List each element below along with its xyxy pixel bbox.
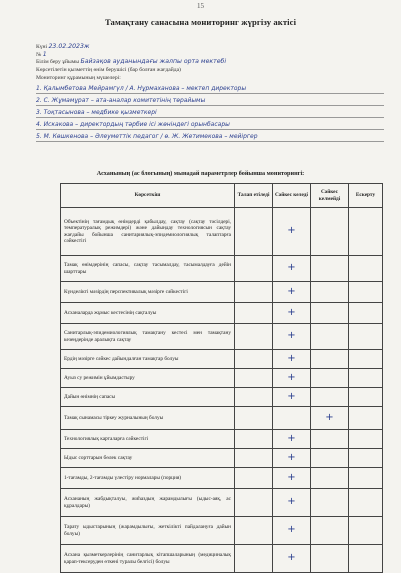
table-row [61,430,383,449]
not-complies-mark [311,369,349,388]
note-cell [349,256,383,282]
not-complies-mark [311,324,349,350]
not-complies-mark [311,282,349,303]
note-cell [349,303,383,324]
note-cell [349,369,383,388]
complies-mark: + [273,369,311,388]
table-row [61,282,383,303]
school-value: Байзақов ауданындағы жалпы орта мектебі [80,58,227,65]
number-label: № [36,52,42,58]
commission-member: 3. Тоқтасынова – медбике қызметкері [36,109,384,118]
service-provider-line [36,67,181,74]
table-row [61,256,383,282]
criterion-cell: Асхана қызметкерлерінің санитарлық кітапшаларының (медициналық қарап-тексеруден өткені туралы белгісі) болуы [61,545,235,573]
required-cell [235,468,273,489]
note-cell [349,324,383,350]
number-value: 1 [42,51,47,58]
commission-member: 2. С. Жұмамұрат – ата-аналар комитетінің төрайымы [36,97,384,106]
table-row [61,407,383,430]
required-cell [235,388,273,407]
page-title: Тамақтану санасына мониторинг жүргізу актісі [104,17,297,27]
table-row [61,468,383,489]
commission-member: 1. Қалымбетова Мейрамгүл / А. Нұрмаханова – мектеп директоры [36,85,384,94]
not-complies-mark [311,468,349,489]
note-cell [349,517,383,545]
column-header-complies: Сәйкес келеді [273,184,311,208]
complies-mark: + [273,430,311,449]
criterion-cell: Дайын өнімнің сапасы [61,388,235,407]
table-row [61,545,383,573]
not-complies-mark [311,430,349,449]
complies-mark: + [273,303,311,324]
criterion-cell: Санитарлық-эпидемиологиялық тамақтану кестесі мен тамақтану кезеңдерінде аралықта сақтау [61,324,235,350]
column-header-required: Талап етіледі [235,184,273,208]
required-cell [235,208,273,256]
required-cell [235,350,273,369]
criterion-cell: Асханаларда жұмыс кестесінің сақталуы [61,303,235,324]
table-row [61,303,383,324]
criterion-cell: Асхананың жабдықталуы, жиһаздың жарамдылығы (ыдыс-аяқ, ас құралдары) [61,489,235,517]
required-cell [235,489,273,517]
school-line [36,58,226,66]
complies-mark [273,407,311,430]
page-number: 15 [197,2,204,10]
table-row [61,350,383,369]
date-label: Күні [36,44,48,50]
column-header-criterion: Көрсеткіш [61,184,235,208]
table-row [61,449,383,468]
table-row [61,369,383,388]
service-provider-label: Көрсетілетін қызметтің өнім берушісі (бар болған жағдайда) [36,67,181,73]
note-cell [349,388,383,407]
table-row [61,517,383,545]
complies-mark: + [273,545,311,573]
date-value: 23.02.2023ж [48,43,90,50]
note-cell [349,545,383,573]
required-cell [235,545,273,573]
table-header-row [61,184,383,208]
commission-member: 5. М. Көшкенова – Әлеуметтік педагог / ө. Ж. Жетимекова – мейіргер [36,133,384,142]
column-header-note: Ескерту [349,184,383,208]
complies-mark: + [273,489,311,517]
table-row [61,324,383,350]
note-cell [349,449,383,468]
note-cell [349,350,383,369]
note-cell [349,282,383,303]
complies-mark: + [273,324,311,350]
commission-member: 4. Искакова – директордың тәрбие ісі жөніндегі орынбасары [36,121,384,130]
required-cell [235,449,273,468]
complies-mark: + [273,256,311,282]
note-cell [349,430,383,449]
complies-mark: + [273,208,311,256]
required-cell [235,324,273,350]
not-complies-mark [311,256,349,282]
not-complies-mark: + [311,407,349,430]
criterion-cell: Тамақ өнімдерінің сапасы, сақтау тасымалдау, тасымалдауға дейін шарттары [61,256,235,282]
required-cell [235,369,273,388]
not-complies-mark [311,489,349,517]
complies-mark: + [273,388,311,407]
not-complies-mark [311,350,349,369]
criterion-cell: 1-тағамды, 2-тағамды үлестіру нормалары (порция) [61,468,235,489]
section-title: Асханының (ас блогының) мынадай параметрлер бойынша мониторингі: [96,170,305,177]
note-cell [349,489,383,517]
complies-mark: + [273,468,311,489]
complies-mark: + [273,350,311,369]
table-row [61,489,383,517]
monitoring-table [60,183,383,573]
criterion-cell: Күнделікті мәзірдің перспективалық мәзірге сәйкестігі [61,282,235,303]
criterion-cell: Ердің мәзірге сәйкес дайындалған тамақтар болуы [61,350,235,369]
note-cell [349,208,383,256]
required-cell [235,256,273,282]
criterion-cell: Ыдыс сорттарын бөлек сақтау [61,449,235,468]
criterion-cell: Технологиялық карталарға сәйкестігі [61,430,235,449]
required-cell [235,430,273,449]
required-cell [235,407,273,430]
criterion-cell: Тарату ыдыстарының (жарамдылығы, жеткілікті пайдалануға дайын болуы) [61,517,235,545]
criterion-cell: Объектінің тағамдық өнімдерді қабылдау, сақтау (сақтау тәсілдері, температуралық режимдері) және дайындау технологиясын сақтау жағдайы бойынша санитариялық-эпидемиологиялық талаптарға сәйкестігі [61,208,235,256]
column-header-not-complies: Сәйкес келмейді [311,184,349,208]
table-row [61,208,383,256]
school-label: Білім беру ұйымы [36,59,80,65]
complies-mark: + [273,517,311,545]
not-complies-mark [311,303,349,324]
complies-mark: + [273,449,311,468]
commission-label: Мониторинг құрамының мүшелері: [36,75,121,81]
required-cell [235,517,273,545]
criterion-cell: Ауыз су режимін ұйымдастыру [61,369,235,388]
required-cell [235,303,273,324]
not-complies-mark [311,517,349,545]
not-complies-mark [311,545,349,573]
required-cell [235,282,273,303]
date-line [36,43,90,51]
commission-line [36,75,121,82]
not-complies-mark [311,449,349,468]
not-complies-mark [311,388,349,407]
not-complies-mark [311,208,349,256]
note-cell [349,468,383,489]
table-row [61,388,383,407]
complies-mark: + [273,282,311,303]
note-cell [349,407,383,430]
criterion-cell: Тамақ сынамасы тіркеу журналының болуы [61,407,235,430]
